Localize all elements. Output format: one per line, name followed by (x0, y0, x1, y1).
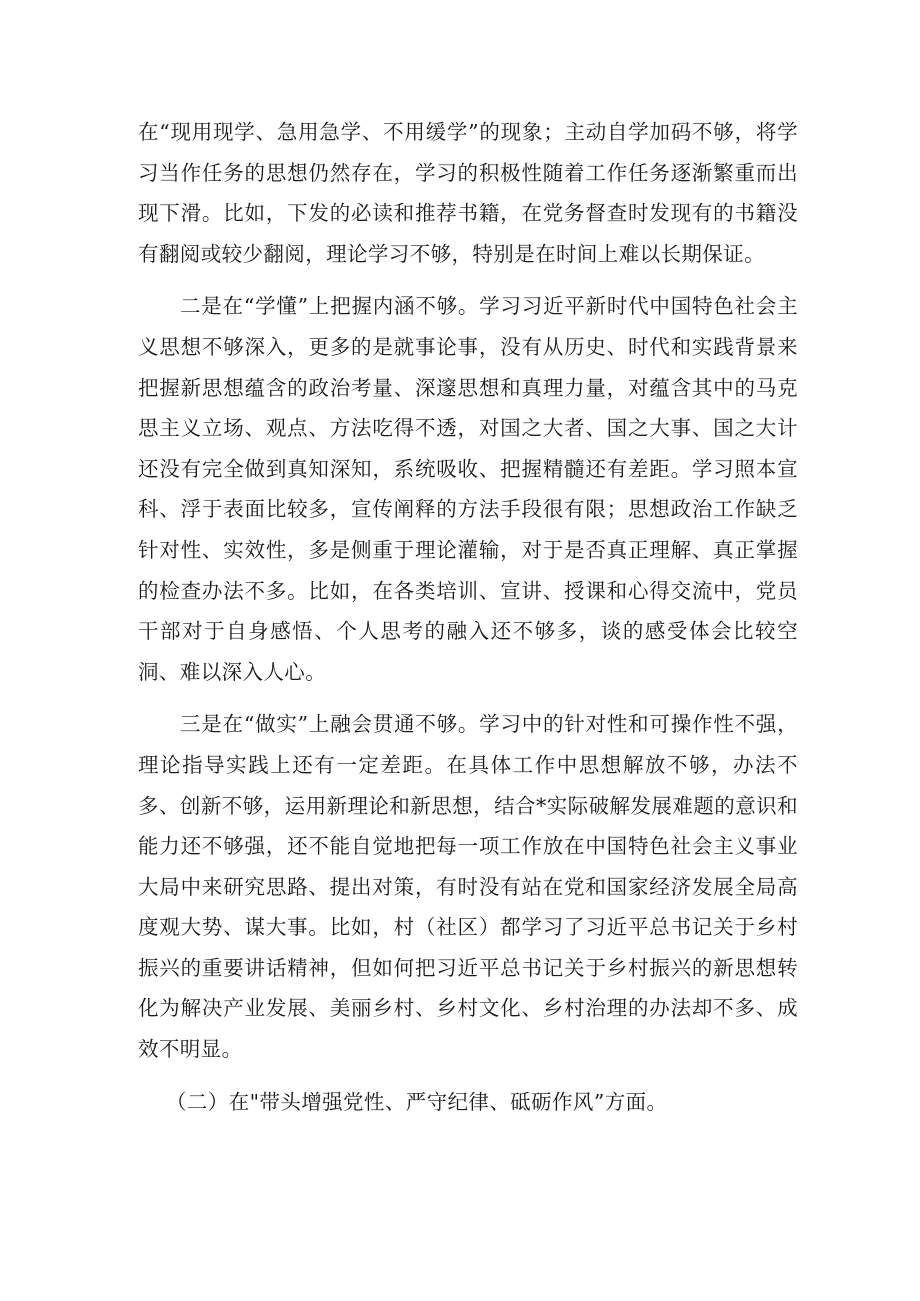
paragraph-gap (138, 692, 798, 704)
document-page (138, 112, 798, 1122)
paragraph-continuation: 在“现用现学、急用急学、不用缓学”的现象；主动自学加码不够，将学习当作任务的思想仍然存在，学习的积极性随着工作任务逐渐繁重而出现下滑。比如，下发的必读和推荐书籍，在党务督查时发现有的书籍没有翻阅或较少翻阅，理论学习不够，特别是在时间上难以长期保证。 (138, 120, 798, 266)
paragraph-gap (138, 1070, 798, 1082)
section-heading: （二）在"带头增强党性、严守纪律、砥砺作风”方面。 (166, 1089, 668, 1114)
paragraph-understanding: 二是在“学懂”上把握内涵不够。学习习近平新时代中国特色社会主义思想不够深入，更多的是就事论事，没有从历史、时代和实践背景来把握新思想蕴含的政治考量、深邃思想和真理力量，对蕴含其中的马克思主义立场、观点、方法吃得不透，对国之大者、国之大事、国之大计还没有完全做到真知深知，系统吸收、把握精髓还有差距。学习照本宣科、浮于表面比较多，宣传阐释的方法手段很有限；思想政治工作缺乏针对性、实效性，多是侧重于理论灌输，对于是否真正理解、真正掌握的检查办法不多。比如，在各类培训、宣讲、授课和心得交流中，党员干部对于自身感悟、个人思考的融入还不够多，谈的感受体会比较空洞、难以深入人心。 (138, 294, 798, 684)
paragraph-gap (138, 274, 798, 286)
paragraph-practice: 三是在“做实”上融会贯通不够。学习中的针对性和可操作性不强，理论指导实践上还有一定差距。在具体工作中思想解放不够，办法不多、创新不够，运用新理论和新思想，结合*实际破解发展难题的意识和能力还不够强，还不能自觉地把每一项工作放在中国特色社会主义事业大局中来研究思路、提出对策，有时没有站在党和国家经济发展全局高度观大势、谋大事。比如，村（社区）都学习了习近平总书记关于乡村振兴的重要讲话精神，但如何把习近平总书记关于乡村振兴的新思想转化为解决产业发展、美丽乡村、乡村文化、乡村治理的办法却不多、成效不明显。 (138, 712, 798, 1062)
